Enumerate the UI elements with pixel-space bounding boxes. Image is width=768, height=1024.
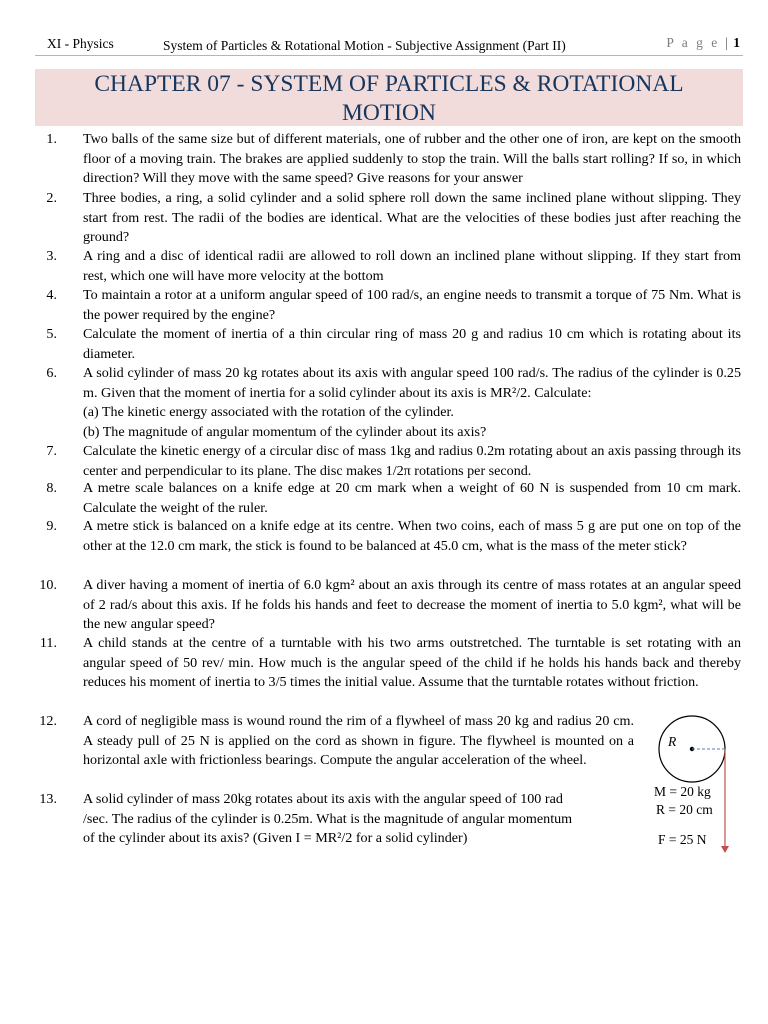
question-number: 6. bbox=[46, 365, 57, 381]
radius-symbol-label: R bbox=[668, 734, 677, 749]
question-text: A metre stick is balanced on a knife edge at its centre. When two coins, each of mass 5 g are put one on top of the other at the 12.0 cm mark, the stick is found to be balanced at 45.0 cm, what is the mass of the meter stick? bbox=[83, 518, 741, 554]
question-body bbox=[83, 364, 741, 442]
question-text: A ring and a disc of identical radii are allowed to roll down an inclined plane without slipping. If they start from rest, which one will have more velocity at the bottom bbox=[83, 248, 741, 284]
question-text-line: /sec. The radius of the cylinder is 0.25m. What is the magnitude of angular momentum bbox=[83, 810, 573, 827]
header-subject: XI - Physics bbox=[47, 36, 114, 51]
question-subpart-a: (a) The kinetic energy associated with the rotation of the cylinder. bbox=[83, 404, 454, 421]
question-number: 4. bbox=[46, 287, 57, 303]
question-text: A metre scale balances on a knife edge at 20 cm mark when a weight of 60 N is suspended from 10 cm mark. Calculate the weight of the ruler. bbox=[83, 480, 741, 516]
page-header bbox=[35, 33, 743, 56]
header-title: System of Particles & Rotational Motion - Subjective Assignment (Part II) bbox=[163, 38, 566, 53]
question-number: 11. bbox=[39, 635, 57, 651]
mass-label: M = 20 kg bbox=[654, 784, 711, 799]
question-number: 7. bbox=[46, 443, 57, 459]
force-arrowhead bbox=[721, 846, 729, 853]
chapter-title-line2: MOTION bbox=[342, 100, 436, 126]
question-body bbox=[83, 790, 741, 849]
question-text: To maintain a rotor at a uniform angular speed of 100 rad/s, an engine needs to transmit a torque of 75 Nm. What is the power required by the engine? bbox=[83, 287, 741, 323]
question-text: A diver having a moment of inertia of 6.0 kgm² about an axis through its centre of mass rotates at an angular speed of 2 rad/s about this axis. If he folds his hands and feet to decrease the moment of inertia to 5.0 kgm², what will be the new angular speed? bbox=[83, 577, 741, 633]
question-number: 3. bbox=[46, 248, 57, 264]
question-number: 2. bbox=[46, 190, 57, 206]
question-number: 12. bbox=[39, 713, 57, 729]
question-text: A cord of negligible mass is wound round the rim of a flywheel of mass 20 kg and radius 20 cm. A steady pull of 25 N is applied on the cord as shown in figure. The flywheel is mounted on a horizontal axle with frictionless bearings. Compute the angular acceleration of the wheel. bbox=[83, 713, 634, 769]
question-text: Calculate the moment of inertia of a thin circular ring of mass 20 g and radius 10 cm which is rotating about its diameter. bbox=[83, 326, 741, 362]
force-label: F = 25 N bbox=[658, 832, 707, 847]
question-text: Two balls of the same size but of different materials, one of rubber and the other one of iron, are kept on the smooth floor of a moving train. The brakes are applied suddenly to stop the train. Will the balls start rolling? If so, in which direction? Will they move with the same speed? Give reasons for your answer bbox=[83, 131, 741, 187]
page-number-value: 1 bbox=[733, 35, 740, 50]
flywheel-figure bbox=[648, 712, 748, 862]
radius-value-label: R = 20 cm bbox=[656, 802, 713, 817]
page-separator: | bbox=[725, 35, 728, 50]
question-text: A child stands at the centre of a turntable with his two arms outstretched. The turntable is set rotating with an angular speed of 50 rev/ min. How much is the angular speed of the child if he holds his hands back and thereby reduces his moment of inertia to 3/5 times the initial value. Assume that the turntable rotates without friction. bbox=[83, 635, 741, 691]
question-text: A solid cylinder of mass 20 kg rotates about its axis with angular speed 100 rad/s. The radius of the cylinder is 0.25 m. Given that the moment of inertia for a solid cylinder about its axis is MR²/2. Calculate: bbox=[83, 365, 741, 401]
question-text: Calculate the kinetic energy of a circular disc of mass 1kg and radius 0.2m rotating about an axis passing through its center and perpendicular to its plane. The disc makes 1/2π rotations per second. bbox=[83, 443, 741, 479]
question-number: 10. bbox=[39, 577, 57, 593]
question-number: 1. bbox=[46, 131, 57, 147]
question-text-line: A solid cylinder of mass 20kg rotates about its axis with the angular speed of 100 rad bbox=[83, 791, 563, 807]
page-label: P a g e bbox=[666, 35, 720, 50]
question-text-line: of the cylinder about its axis? (Given I = MR²/2 for a solid cylinder) bbox=[83, 830, 468, 847]
question-number: 13. bbox=[39, 791, 57, 807]
question-number: 9. bbox=[46, 518, 57, 534]
question-text: Three bodies, a ring, a solid cylinder and a solid sphere roll down the same inclined plane without slipping. They start from rest. The radii of the bodies are identical. What are the velocities of these bodies just after reaching the ground? bbox=[83, 190, 741, 246]
page-number bbox=[666, 35, 740, 51]
question-number: 8. bbox=[46, 480, 57, 496]
question-number: 5. bbox=[46, 326, 57, 342]
chapter-title-line1: CHAPTER 07 - SYSTEM OF PARTICLES & ROTATIONAL bbox=[94, 71, 684, 97]
chapter-title-banner bbox=[35, 69, 743, 126]
question-subpart-b: (b) The magnitude of angular momentum of the cylinder about its axis? bbox=[83, 423, 487, 440]
